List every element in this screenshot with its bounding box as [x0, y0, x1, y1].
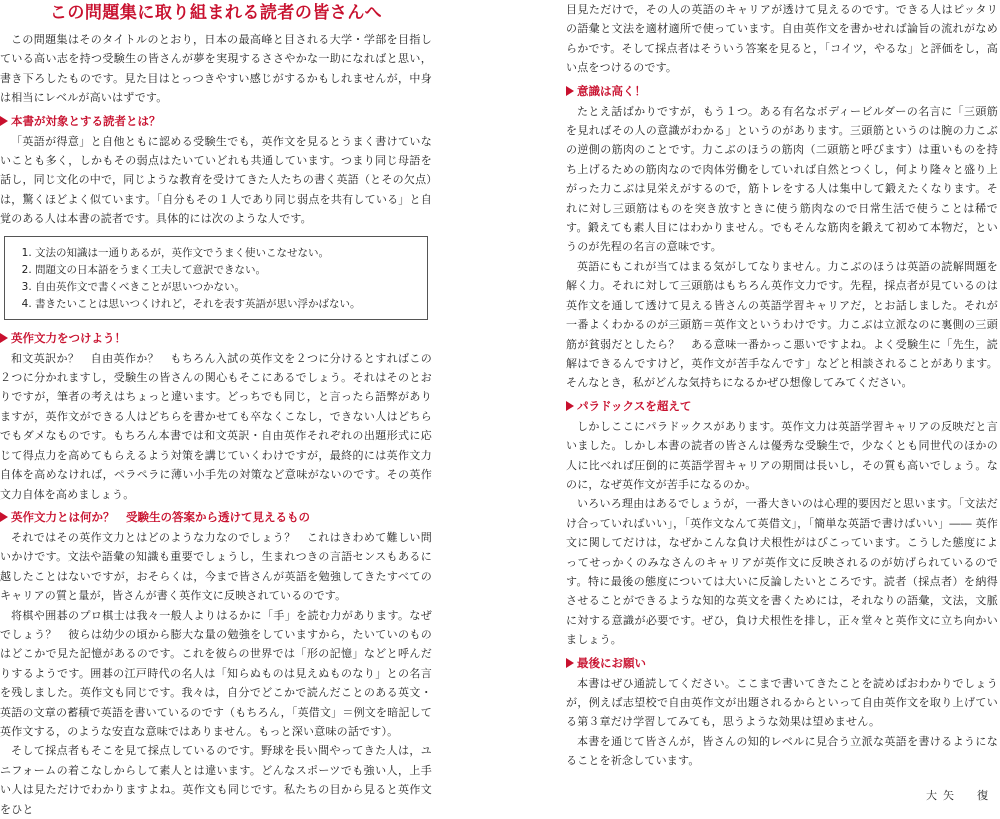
right-column: [566, 0, 998, 803]
checklist-item: 2. 問題文の日本語をうまく工夫して意訳できない。: [35, 262, 417, 279]
triangle-marker-icon: [0, 116, 8, 126]
section-heading-paradox: [566, 396, 998, 416]
section-heading-final-request: [566, 653, 998, 673]
section-heading-target-readers: [0, 111, 432, 131]
triangle-marker-icon: [566, 658, 574, 668]
checklist-item: 3. 自由英作文で書くべきことが思いつかない。: [35, 279, 417, 296]
body-paragraph: たとえ話ばかりですが，もう１つ。ある有名なボディービルダーの名言に「三頭筋を見ればその人の意識がわかる」というのがあります。三頭筋というのは腕の力こぶの逆側の筋肉のことです。力こぶのほうの筋肉（二頭筋と呼びます）は重いものを持ち上げるための筋肉なので肉体労働をしていれば自然とつくし，何より隆々と盛り上がった力こぶは見栄えがするので，筋トレをする人は集中して鍛えたくなります。それに対し三頭筋はものを突き放すときに使う筋肉なので日常生活で使うことは稀です。鍛えても素人目にはわかりません。でもそんな筋肉を鍛えて初めて本物だ，というのが先程の名言の意味です。: [566, 104, 998, 254]
section-heading-build-skill: [0, 328, 432, 348]
section-heading-text: 意識は高く！: [577, 83, 646, 98]
body-paragraph: 「英語が得意」と自他ともに認める受験生でも，英作文を見るとうまく書けていないことも多く，しかもその弱点はたいていどれも共通しています。つまり同じ母語を話し，同じ文化の中で，同じような教育を受けてきた人たちの書く英語（とその欠点）は，驚くほどよく似ています。「自分もその１人であり同じ弱点を共有している」と自覚のある人は本書の読者です。具体的には次のような人です。: [0, 134, 432, 226]
section-heading-text: 英作文力をつけよう！: [11, 330, 126, 345]
body-paragraph: そして採点者もそこを見て採点しているのです。野球を長い間やってきた人は，ユニフォームの着こなしからして素人とは違います。どんなスポーツでも強い人，上手い人は見ただけでわかりますよね。英作文も同じです。私たちの目から見ると英作文をひと: [0, 744, 432, 816]
section-heading-text: 最後にお願い: [577, 655, 646, 670]
left-column: [0, 0, 432, 819]
body-paragraph: いろいろ理由はあるでしょうが，一番大きいのは心理的要因だと思います。「文法だけ合っていればいい」，「英作文なんて英借文」，「簡単な英語で書けばいい」―― 英作文に関してだけは，なぜかこんな負け犬根性がはびこっています。こうした態度によってせっかくのみなさんのキャリアが英作文に反映されるのが妨げられているのです。特に最後の態度については大いに反論したいところです。読者（採点者）を納得させることができるような知的な英文を書くためには，それなりの語彙，文法，文脈に対する意識が必要です。ぜひ，負け犬根性を排し，正々堂々と英作文に立ち向かいましょう。: [566, 497, 998, 647]
body-paragraph: 本書はぜひ通読してください。ここまで書いてきたことを読めばおわかりでしょうが，例えば志望校で自由英作文が出題されるからといって自由英作文を取り上げている第３章だけ学習してみても，思うような効果は望めません。: [566, 676, 998, 729]
checklist-item: 1. 文法の知識は一通りあるが，英作文でうまく使いこなせない。: [35, 245, 417, 262]
body-paragraph: 和文英訳か？ 自由英作か？ もちろん入試の英作文を２つに分けるとすればこの２つに分かれますし，受験生の皆さんの関心もそこにあるでしょう。それはそのとおりですが，筆者の考えはちょっと違います。どっちでも同じ，と言ったら語弊がありますが，英作文ができる人はどちらを書かせても卒なくこなし，できない人はどちらでもダメなものです。もちろん本書では和文英訳・自由英作それぞれの出題形式に応じて得点力を高めてもらえるよう対策を講じていくわけですが，最終的には英作文力自体を高めなければ，ペラペラに薄い小手先の対策など意味がないのです。その英作文力自体を高めましょう。: [0, 351, 432, 501]
checklist-item: 4. 書きたいことは思いつくけれど，それを表す英語が思い浮かばない。: [35, 296, 417, 313]
continued-paragraph: 目見ただけで，その人の英語のキャリアが透けて見えるのです。できる人はピッタリの語彙と文法を適材適所で使っています。自由英作文を書かせれば論旨の流れがなめらかです。そして採点者はそういう答案を見ると，「コイツ，やるな」と評価をし，高い点をつけるのです。: [566, 3, 998, 75]
page-title: この問題集に取り組まれる読者の皆さんへ: [49, 3, 383, 23]
section-heading-high-awareness: [566, 81, 998, 101]
section-heading-what-is-skill: [0, 507, 432, 527]
body-paragraph: 将棋や囲碁のプロ棋士は我々一般人よりはるかに「手」を読む力があります。なぜでしょう？ 彼らは幼少の頃から膨大な量の勉強をしていますから，たいていのものはどこかで見た記憶があるのです。これを彼らの世界では「形の記憶」などと呼んだりするようです。囲碁の江戸時代の名人は「知らぬものは見えぬものなり」との名言を残しました。英作文も同じです。我々は，自分でどこかで読んだことのある英文・英語の文章の蓄積で英語を書いているのです（もちろん，「英借文」＝例文を暗記して英作文する，のような安直な意味ではありません。もっと深い意味の話です）。: [0, 608, 432, 738]
intro-paragraph: この問題集はそのタイトルのとおり，日本の最高峰と目される大学・学部を目指している高い志を持つ受験生の皆さんが夢を実現するささやかな一助になればと思い，書き下ろしたものです。見た目はとっつきやすい感じがするかもしれませんが，中身は相当にレベルが高いはずです。: [0, 33, 432, 105]
triangle-marker-icon: [566, 401, 574, 411]
triangle-marker-icon: [0, 333, 8, 343]
reader-checklist-box: [4, 236, 428, 320]
triangle-marker-icon: [0, 512, 8, 522]
section-heading-text: 英作文力とは何か？ 受験生の答案から透けて見えるもの: [11, 509, 310, 524]
section-heading-text: パラドックスを超えて: [577, 398, 692, 413]
reader-checklist: [19, 245, 417, 313]
triangle-marker-icon: [566, 86, 574, 96]
author-signature: 大矢 復: [926, 788, 994, 802]
body-paragraph: それではその英作文力とはどのような力なのでしょう？ これはきわめて難しい問いかけです。文法や語彙の知識も重要でしょうし，生まれつきの言語センスもあるに越したことはないですが，おそらくは，今まで皆さんが英語を勉強してきたすべてのキャリアの質と量が，皆さんが書く英作文に反映されているのです。: [0, 530, 432, 603]
section-heading-text: 本書が対象とする読者とは？: [11, 113, 161, 128]
body-paragraph: しかしここにパラドックスがあります。英作文力は英語学習キャリアの反映だと言いました。しかし本書の読者の皆さんは優秀な受験生で，少なくとも同世代のほかの人に比べれば圧倒的に英語学習キャリアの期間は長いし，その質も高いでしょう。なのに，なぜ英作文が苦手になるのか。: [566, 419, 998, 491]
body-paragraph: 本書を通じて皆さんが，皆さんの知的レベルに見合う立派な英語を書けるようになることを祈念しています。: [566, 734, 998, 768]
body-paragraph: 英語にもこれが当てはまる気がしてなりません。力こぶのほうは英語の読解問題を解く力。それに対して三頭筋はもちろん英作文力です。先程，採点者が見ているのは英作文を通して透けて見える皆さんの英語学習キャリアだ，とお話しました。それが一番よくわかるのが三頭筋＝英作文というわけです。力こぶは立派なのに裏側の三頭筋が貧弱だとしたら？ ある意味一番かっこ悪いですよね。よく受験生に「先生，読解はできるんですけど，英作文が苦手なんです」などと相談されることがあります。そんなとき，私がどんな気持ちになるかぜひ想像してみてください。: [566, 259, 998, 390]
